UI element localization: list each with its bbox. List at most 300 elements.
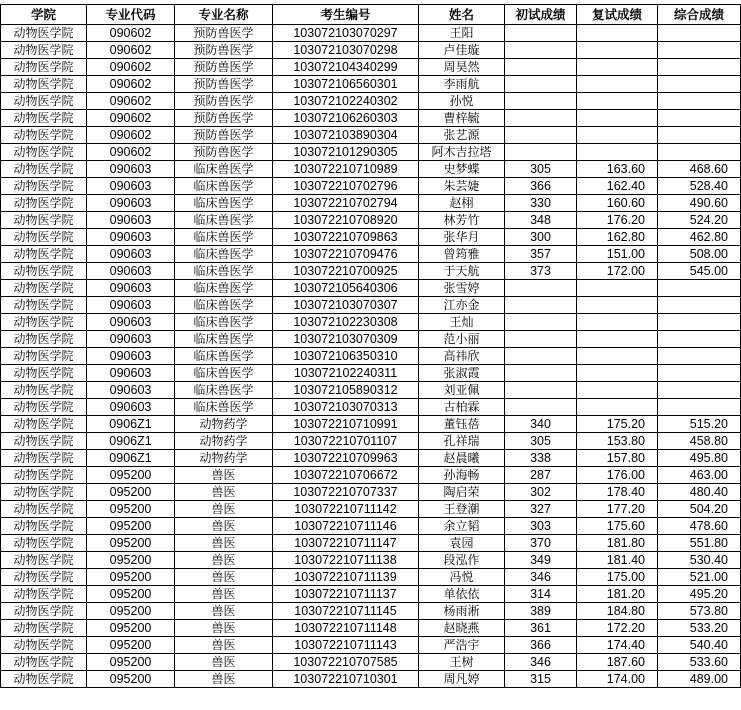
table-row: [1, 637, 741, 654]
cell-college: 动物医学院: [1, 127, 87, 144]
cell-initial-score: 346: [505, 654, 577, 671]
table-row: [1, 59, 741, 76]
cell-initial-score: 302: [505, 484, 577, 501]
cell-major-name: 预防兽医学: [175, 110, 273, 127]
cell-major-name: 临床兽医学: [175, 280, 273, 297]
cell-major-name: 兽医: [175, 637, 273, 654]
cell-initial-score: 348: [505, 212, 577, 229]
cell-major-code: 090603: [87, 399, 175, 416]
cell-major-code: 095200: [87, 671, 175, 688]
cell-name: 董钰蓓: [419, 416, 505, 433]
cell-major-code: 090602: [87, 25, 175, 42]
cell-exam-number: 103072210706672: [273, 467, 419, 484]
cell-college: 动物医学院: [1, 297, 87, 314]
cell-name: 赵晨曦: [419, 450, 505, 467]
cell-major-code: 090603: [87, 280, 175, 297]
cell-name: 高祎欣: [419, 348, 505, 365]
cell-initial-score: [505, 331, 577, 348]
cell-major-code: 090603: [87, 246, 175, 263]
cell-total-score: [658, 280, 741, 297]
cell-college: 动物医学院: [1, 178, 87, 195]
cell-college: 动物医学院: [1, 280, 87, 297]
cell-exam-number: 103072210707585: [273, 654, 419, 671]
cell-major-code: 0906Z1: [87, 433, 175, 450]
cell-name: 王登潮: [419, 501, 505, 518]
cell-retest-score: [577, 280, 658, 297]
cell-total-score: 489.00: [658, 671, 741, 688]
cell-retest-score: 162.80: [577, 229, 658, 246]
cell-total-score: [658, 93, 741, 110]
cell-major-code: 095200: [87, 518, 175, 535]
header-major-name: 专业名称: [175, 5, 273, 25]
cell-major-code: 090602: [87, 42, 175, 59]
cell-retest-score: 176.20: [577, 212, 658, 229]
cell-retest-score: 181.40: [577, 552, 658, 569]
cell-major-name: 动物药学: [175, 416, 273, 433]
cell-name: 孙悦: [419, 93, 505, 110]
cell-retest-score: 178.40: [577, 484, 658, 501]
table-row: [1, 110, 741, 127]
table-row: [1, 195, 741, 212]
cell-college: 动物医学院: [1, 569, 87, 586]
cell-college: 动物医学院: [1, 552, 87, 569]
cell-initial-score: 305: [505, 433, 577, 450]
cell-initial-score: [505, 42, 577, 59]
cell-retest-score: 174.40: [577, 637, 658, 654]
cell-major-code: 090603: [87, 212, 175, 229]
cell-initial-score: [505, 59, 577, 76]
cell-total-score: 504.20: [658, 501, 741, 518]
cell-total-score: 545.00: [658, 263, 741, 280]
cell-major-name: 临床兽医学: [175, 348, 273, 365]
cell-exam-number: 103072105890312: [273, 382, 419, 399]
cell-major-code: 090603: [87, 297, 175, 314]
cell-major-name: 临床兽医学: [175, 263, 273, 280]
table-row: [1, 620, 741, 637]
cell-initial-score: 366: [505, 637, 577, 654]
table-row: [1, 25, 741, 42]
cell-major-name: 兽医: [175, 654, 273, 671]
header-initial-score: 初试成绩: [505, 5, 577, 25]
cell-retest-score: 175.20: [577, 416, 658, 433]
cell-major-name: 兽医: [175, 501, 273, 518]
cell-initial-score: 357: [505, 246, 577, 263]
cell-initial-score: [505, 127, 577, 144]
cell-retest-score: 151.00: [577, 246, 658, 263]
cell-major-name: 临床兽医学: [175, 297, 273, 314]
cell-name: 于天航: [419, 263, 505, 280]
cell-initial-score: 314: [505, 586, 577, 603]
cell-exam-number: 103072210700925: [273, 263, 419, 280]
cell-total-score: [658, 59, 741, 76]
cell-total-score: 480.40: [658, 484, 741, 501]
cell-college: 动物医学院: [1, 654, 87, 671]
cell-retest-score: [577, 76, 658, 93]
cell-name: 段泓作: [419, 552, 505, 569]
cell-retest-score: 174.00: [577, 671, 658, 688]
cell-exam-number: 103072210711139: [273, 569, 419, 586]
cell-initial-score: 305: [505, 161, 577, 178]
cell-college: 动物医学院: [1, 603, 87, 620]
cell-total-score: 528.40: [658, 178, 741, 195]
cell-name: 江亦金: [419, 297, 505, 314]
cell-exam-number: 103072210711146: [273, 518, 419, 535]
cell-total-score: 462.80: [658, 229, 741, 246]
cell-exam-number: 103072104340299: [273, 59, 419, 76]
cell-college: 动物医学院: [1, 484, 87, 501]
cell-major-name: 兽医: [175, 552, 273, 569]
cell-total-score: [658, 25, 741, 42]
cell-name: 余立韬: [419, 518, 505, 535]
cell-major-name: 兽医: [175, 620, 273, 637]
table-row: [1, 331, 741, 348]
cell-exam-number: 103072103070297: [273, 25, 419, 42]
cell-major-name: 预防兽医学: [175, 127, 273, 144]
cell-retest-score: [577, 93, 658, 110]
cell-total-score: [658, 76, 741, 93]
cell-retest-score: 175.60: [577, 518, 658, 535]
cell-major-name: 兽医: [175, 467, 273, 484]
cell-retest-score: [577, 399, 658, 416]
cell-retest-score: [577, 127, 658, 144]
header-exam-number: 考生编号: [273, 5, 419, 25]
cell-retest-score: 172.20: [577, 620, 658, 637]
cell-college: 动物医学院: [1, 348, 87, 365]
cell-exam-number: 103072210711148: [273, 620, 419, 637]
cell-retest-score: [577, 25, 658, 42]
cell-major-code: 095200: [87, 620, 175, 637]
cell-major-name: 临床兽医学: [175, 399, 273, 416]
cell-exam-number: 103072106560301: [273, 76, 419, 93]
cell-retest-score: 181.80: [577, 535, 658, 552]
cell-initial-score: [505, 110, 577, 127]
cell-college: 动物医学院: [1, 586, 87, 603]
cell-major-name: 动物药学: [175, 433, 273, 450]
cell-total-score: [658, 42, 741, 59]
cell-college: 动物医学院: [1, 501, 87, 518]
cell-initial-score: 366: [505, 178, 577, 195]
cell-initial-score: [505, 399, 577, 416]
table-row: [1, 569, 741, 586]
cell-retest-score: 176.00: [577, 467, 658, 484]
cell-major-code: 090603: [87, 314, 175, 331]
table-row: [1, 76, 741, 93]
cell-name: 王树: [419, 654, 505, 671]
cell-total-score: 463.00: [658, 467, 741, 484]
cell-major-name: 预防兽医学: [175, 59, 273, 76]
cell-name: 朱芸婕: [419, 178, 505, 195]
cell-retest-score: 162.40: [577, 178, 658, 195]
cell-retest-score: 177.20: [577, 501, 658, 518]
cell-total-score: 495.20: [658, 586, 741, 603]
cell-major-code: 090603: [87, 195, 175, 212]
cell-major-code: 095200: [87, 586, 175, 603]
header-row: [1, 5, 741, 25]
cell-total-score: 521.00: [658, 569, 741, 586]
cell-name: 赵晓燕: [419, 620, 505, 637]
cell-major-name: 临床兽医学: [175, 161, 273, 178]
cell-total-score: 524.20: [658, 212, 741, 229]
cell-retest-score: [577, 314, 658, 331]
cell-college: 动物医学院: [1, 450, 87, 467]
cell-total-score: 573.80: [658, 603, 741, 620]
cell-major-code: 090602: [87, 110, 175, 127]
cell-total-score: 540.40: [658, 637, 741, 654]
cell-initial-score: [505, 365, 577, 382]
cell-name: 张华月: [419, 229, 505, 246]
table-row: [1, 365, 741, 382]
cell-name: 周昊然: [419, 59, 505, 76]
cell-college: 动物医学院: [1, 144, 87, 161]
cell-name: 李雨航: [419, 76, 505, 93]
cell-major-code: 090603: [87, 263, 175, 280]
table-row: [1, 433, 741, 450]
cell-initial-score: [505, 348, 577, 365]
cell-major-name: 临床兽医学: [175, 331, 273, 348]
cell-name: 阿木吉拉塔: [419, 144, 505, 161]
cell-exam-number: 103072103070307: [273, 297, 419, 314]
cell-exam-number: 103072210711147: [273, 535, 419, 552]
cell-total-score: 551.80: [658, 535, 741, 552]
cell-college: 动物医学院: [1, 314, 87, 331]
cell-total-score: 515.20: [658, 416, 741, 433]
cell-major-name: 临床兽医学: [175, 229, 273, 246]
cell-exam-number: 103072210710301: [273, 671, 419, 688]
cell-exam-number: 103072103070313: [273, 399, 419, 416]
table-row: [1, 127, 741, 144]
cell-major-code: 090603: [87, 178, 175, 195]
table-row: [1, 348, 741, 365]
table-row: [1, 416, 741, 433]
cell-retest-score: 153.80: [577, 433, 658, 450]
cell-major-name: 预防兽医学: [175, 25, 273, 42]
table-row: [1, 246, 741, 263]
cell-total-score: [658, 365, 741, 382]
cell-name: 王阳: [419, 25, 505, 42]
cell-major-code: 090603: [87, 229, 175, 246]
cell-college: 动物医学院: [1, 467, 87, 484]
table-row: [1, 518, 741, 535]
cell-initial-score: 361: [505, 620, 577, 637]
cell-retest-score: 187.60: [577, 654, 658, 671]
cell-exam-number: 103072102240302: [273, 93, 419, 110]
cell-initial-score: 370: [505, 535, 577, 552]
cell-name: 曾筠雅: [419, 246, 505, 263]
cell-name: 卢佳璇: [419, 42, 505, 59]
cell-initial-score: [505, 93, 577, 110]
cell-college: 动物医学院: [1, 671, 87, 688]
cell-retest-score: [577, 365, 658, 382]
cell-college: 动物医学院: [1, 637, 87, 654]
cell-major-code: 090603: [87, 365, 175, 382]
cell-name: 周凡婷: [419, 671, 505, 688]
table-row: [1, 552, 741, 569]
cell-name: 袁园: [419, 535, 505, 552]
cell-exam-number: 103072210711143: [273, 637, 419, 654]
cell-retest-score: 163.60: [577, 161, 658, 178]
cell-initial-score: [505, 280, 577, 297]
cell-major-name: 临床兽医学: [175, 246, 273, 263]
table-row: [1, 178, 741, 195]
cell-total-score: 533.20: [658, 620, 741, 637]
cell-major-code: 090603: [87, 331, 175, 348]
header-college: 学院: [1, 5, 87, 25]
cell-initial-score: [505, 382, 577, 399]
cell-major-code: 095200: [87, 654, 175, 671]
cell-major-code: 090602: [87, 59, 175, 76]
cell-exam-number: 103072210708920: [273, 212, 419, 229]
cell-initial-score: 389: [505, 603, 577, 620]
cell-exam-number: 103072210707337: [273, 484, 419, 501]
cell-college: 动物医学院: [1, 535, 87, 552]
cell-exam-number: 103072102230308: [273, 314, 419, 331]
header-total-score: 综合成绩: [658, 5, 741, 25]
cell-college: 动物医学院: [1, 518, 87, 535]
table-row: [1, 42, 741, 59]
cell-exam-number: 103072103890304: [273, 127, 419, 144]
admission-table: [0, 4, 741, 688]
cell-college: 动物医学院: [1, 25, 87, 42]
cell-total-score: 478.60: [658, 518, 741, 535]
cell-retest-score: [577, 59, 658, 76]
cell-retest-score: 172.00: [577, 263, 658, 280]
cell-name: 单依依: [419, 586, 505, 603]
cell-initial-score: 287: [505, 467, 577, 484]
table-row: [1, 450, 741, 467]
cell-initial-score: 346: [505, 569, 577, 586]
cell-retest-score: 160.60: [577, 195, 658, 212]
cell-total-score: [658, 399, 741, 416]
cell-initial-score: 315: [505, 671, 577, 688]
cell-initial-score: 340: [505, 416, 577, 433]
cell-retest-score: 175.00: [577, 569, 658, 586]
table-row: [1, 501, 741, 518]
cell-major-code: 095200: [87, 637, 175, 654]
cell-major-name: 兽医: [175, 603, 273, 620]
cell-college: 动物医学院: [1, 331, 87, 348]
cell-retest-score: [577, 110, 658, 127]
cell-major-name: 预防兽医学: [175, 42, 273, 59]
cell-retest-score: [577, 348, 658, 365]
cell-college: 动物医学院: [1, 59, 87, 76]
cell-retest-score: [577, 382, 658, 399]
cell-exam-number: 103072210702796: [273, 178, 419, 195]
table-row: [1, 212, 741, 229]
cell-major-name: 兽医: [175, 484, 273, 501]
cell-exam-number: 103072210709476: [273, 246, 419, 263]
cell-initial-score: 327: [505, 501, 577, 518]
cell-college: 动物医学院: [1, 382, 87, 399]
cell-exam-number: 103072210702794: [273, 195, 419, 212]
cell-name: 张淑霞: [419, 365, 505, 382]
cell-major-name: 临床兽医学: [175, 314, 273, 331]
cell-college: 动物医学院: [1, 620, 87, 637]
cell-major-name: 动物药学: [175, 450, 273, 467]
cell-exam-number: 103072210711138: [273, 552, 419, 569]
table-row: [1, 297, 741, 314]
cell-major-code: 090602: [87, 76, 175, 93]
cell-name: 杨雨淅: [419, 603, 505, 620]
cell-exam-number: 103072210711137: [273, 586, 419, 603]
table-row: [1, 467, 741, 484]
table-row: [1, 671, 741, 688]
cell-exam-number: 103072210709863: [273, 229, 419, 246]
cell-major-code: 095200: [87, 484, 175, 501]
cell-exam-number: 103072106350310: [273, 348, 419, 365]
cell-initial-score: [505, 144, 577, 161]
cell-college: 动物医学院: [1, 195, 87, 212]
table-row: [1, 382, 741, 399]
cell-total-score: 458.80: [658, 433, 741, 450]
table-row: [1, 535, 741, 552]
cell-college: 动物医学院: [1, 161, 87, 178]
cell-name: 王灿: [419, 314, 505, 331]
cell-exam-number: 103072103070298: [273, 42, 419, 59]
cell-major-name: 临床兽医学: [175, 382, 273, 399]
table-row: [1, 280, 741, 297]
cell-exam-number: 103072210710991: [273, 416, 419, 433]
table-row: [1, 161, 741, 178]
cell-major-code: 095200: [87, 552, 175, 569]
cell-major-code: 090603: [87, 382, 175, 399]
cell-initial-score: 300: [505, 229, 577, 246]
header-name: 姓名: [419, 5, 505, 25]
cell-college: 动物医学院: [1, 416, 87, 433]
cell-name: 陶启荣: [419, 484, 505, 501]
cell-exam-number: 103072103070309: [273, 331, 419, 348]
cell-major-name: 临床兽医学: [175, 195, 273, 212]
cell-college: 动物医学院: [1, 399, 87, 416]
cell-name: 古柏霖: [419, 399, 505, 416]
cell-college: 动物医学院: [1, 246, 87, 263]
cell-major-name: 兽医: [175, 535, 273, 552]
cell-exam-number: 103072210710989: [273, 161, 419, 178]
cell-major-code: 090602: [87, 127, 175, 144]
cell-exam-number: 103072106260303: [273, 110, 419, 127]
cell-total-score: [658, 348, 741, 365]
cell-exam-number: 103072210701107: [273, 433, 419, 450]
cell-major-name: 兽医: [175, 671, 273, 688]
cell-major-code: 0906Z1: [87, 450, 175, 467]
cell-name: 严浩宇: [419, 637, 505, 654]
table-row: [1, 229, 741, 246]
cell-name: 张艺源: [419, 127, 505, 144]
cell-total-score: [658, 297, 741, 314]
cell-total-score: 495.80: [658, 450, 741, 467]
cell-college: 动物医学院: [1, 93, 87, 110]
cell-major-name: 临床兽医学: [175, 212, 273, 229]
cell-initial-score: 373: [505, 263, 577, 280]
cell-total-score: [658, 314, 741, 331]
cell-major-name: 预防兽医学: [175, 76, 273, 93]
cell-major-code: 095200: [87, 535, 175, 552]
cell-retest-score: 184.80: [577, 603, 658, 620]
cell-total-score: [658, 382, 741, 399]
cell-total-score: 508.00: [658, 246, 741, 263]
cell-college: 动物医学院: [1, 212, 87, 229]
cell-name: 刘亚佩: [419, 382, 505, 399]
cell-total-score: 468.60: [658, 161, 741, 178]
table-row: [1, 263, 741, 280]
table-row: [1, 484, 741, 501]
cell-major-code: 090602: [87, 93, 175, 110]
cell-college: 动物医学院: [1, 229, 87, 246]
cell-major-name: 兽医: [175, 586, 273, 603]
cell-name: 范小丽: [419, 331, 505, 348]
cell-total-score: 533.60: [658, 654, 741, 671]
cell-total-score: [658, 110, 741, 127]
cell-retest-score: [577, 144, 658, 161]
